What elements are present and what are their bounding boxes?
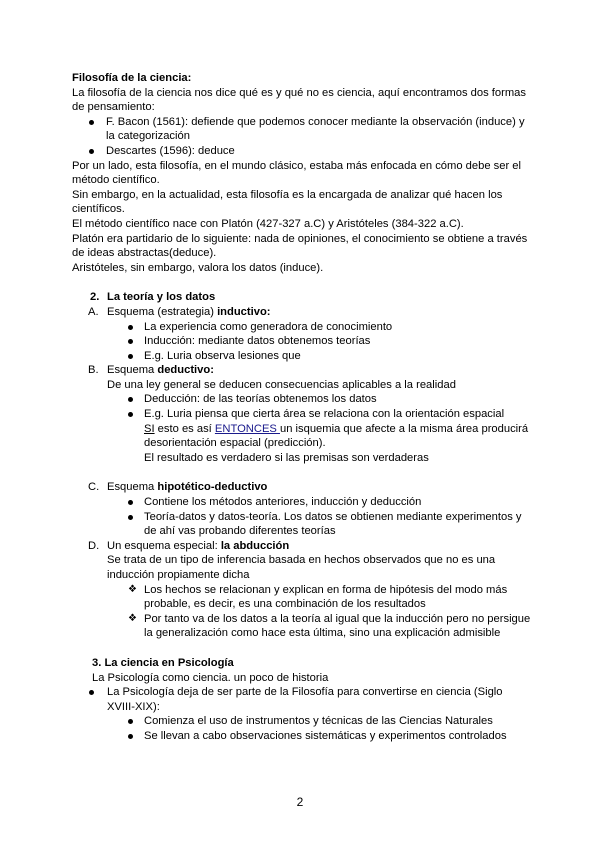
subsection-description: Se trata de un tipo de inferencia basada en hechos observados que no es una inducción propiamente dicha bbox=[107, 554, 496, 581]
bullet-icon bbox=[128, 412, 133, 417]
list-item bbox=[72, 612, 532, 641]
list-marker: A. bbox=[88, 305, 99, 318]
section-title-psicologia: 3. La ciencia en Psicología bbox=[92, 656, 234, 669]
list-item-note: El resultado es verdadero si las premisas son verdaderas bbox=[144, 451, 429, 464]
subsection-keyword: inductivo: bbox=[217, 305, 271, 318]
list-item-text: Comienza el uso de instrumentos y técnicas de las Ciencias Naturales bbox=[144, 715, 493, 728]
list-item bbox=[72, 407, 532, 465]
section-title: La teoría y los datos bbox=[107, 291, 216, 304]
diamond-bullet-icon: ❖ bbox=[128, 612, 137, 624]
paragraph: Sin embargo, en la actualidad, esta filosofía es la encargada de analizar qué hacen los científicos. bbox=[72, 188, 503, 216]
list-item-text: Por tanto va de los datos a la teoría al igual que la inducción pero no persigue la generalización como hace esta última, sino una explicación admisible bbox=[144, 612, 531, 640]
list-item bbox=[72, 392, 532, 407]
list-item bbox=[72, 495, 532, 510]
list-item-text: Teoría-datos y datos-teoría. Los datos se obtienen mediante experimentos y de ahí vas probando diferentes teorías bbox=[144, 510, 522, 538]
page-number: 2 bbox=[296, 795, 304, 809]
list-item-text: E.g. Luria piensa que cierta área se relaciona con la orientación espacial bbox=[144, 408, 505, 421]
bullet-icon bbox=[128, 397, 133, 402]
list-item bbox=[72, 115, 532, 144]
subsection-keyword: hipotético-deductivo bbox=[157, 481, 268, 494]
list-item-text: Se llevan a cabo observaciones sistemáticas y experimentos controlados bbox=[144, 729, 507, 742]
list-item-text: Los hechos se relacionan y explican en forma de hipótesis del modo más probable, es decir, es una combinación de los resultados bbox=[144, 583, 508, 611]
si-keyword: SI bbox=[144, 422, 155, 435]
list-item-text: Contiene los métodos anteriores, inducción y deducción bbox=[144, 496, 422, 509]
list-marker: D. bbox=[88, 539, 100, 552]
subsection-keyword: deductivo: bbox=[157, 364, 214, 377]
list-item-text: Deducción: de las teorías obtenemos los datos bbox=[144, 393, 377, 406]
subsection-label: Esquema (estrategia) bbox=[107, 305, 218, 318]
bullet-icon bbox=[128, 734, 133, 739]
section-number: 2. bbox=[90, 291, 100, 304]
bullet-icon bbox=[128, 325, 133, 330]
list-item bbox=[72, 334, 532, 349]
list-marker: B. bbox=[88, 364, 99, 377]
diamond-bullet-icon: ❖ bbox=[128, 583, 137, 595]
section-title-filosofia: Filosofía de la ciencia: bbox=[72, 72, 192, 84]
list-item-text: F. Bacon (1561): defiende que podemos conocer mediante la observación (induce) y la categorización bbox=[106, 115, 525, 143]
list-item-continuation bbox=[144, 422, 532, 451]
list-item bbox=[72, 714, 532, 729]
bullet-icon bbox=[128, 515, 133, 520]
list-item-text: E.g. Luria observa lesiones que bbox=[144, 349, 301, 362]
entonces-keyword: ENTONCES bbox=[214, 422, 280, 435]
list-item-text: La experiencia como generadora de conocimiento bbox=[144, 320, 393, 333]
list-item bbox=[72, 583, 532, 612]
list-item bbox=[72, 349, 532, 364]
paragraph: El método científico nace con Platón (427-327 a.C) y Aristóteles (384-322 a.C). bbox=[72, 217, 464, 230]
subsection-label: Un esquema especial: bbox=[107, 539, 221, 552]
bullet-icon bbox=[128, 354, 133, 359]
page-content bbox=[72, 71, 532, 744]
list-item bbox=[72, 144, 532, 159]
paragraph: Aristóteles, sin embargo, valora los datos (induce). bbox=[72, 261, 324, 274]
inline-text: esto es así bbox=[154, 422, 215, 435]
inline-text: un isquemia que afecte a la misma área producirá desorientación espacial (predicción). bbox=[144, 422, 529, 450]
bullet-icon bbox=[89, 149, 94, 154]
list-item bbox=[72, 320, 532, 335]
list-item-text: La Psicología deja de ser parte de la Filosofía para convertirse en ciencia (Siglo XVIII-XIX): bbox=[107, 686, 503, 713]
section-intro: La filosofía de la ciencia nos dice qué es y qué no es ciencia, aquí encontramos dos formas de pensamiento: bbox=[72, 86, 526, 114]
subsection-label: Esquema bbox=[107, 481, 158, 494]
paragraph: Por un lado, esta filosofía, en el mundo clásico, estaba más enfocada en cómo debe ser el método científico. bbox=[72, 159, 522, 187]
subsection-description: De una ley general se deducen consecuencias aplicables a la realidad bbox=[107, 378, 456, 391]
list-item bbox=[72, 685, 532, 714]
bullet-icon bbox=[128, 719, 133, 724]
subsection-a bbox=[72, 305, 532, 320]
subsection-c bbox=[72, 480, 532, 495]
list-item-text: Inducción: mediante datos obtenemos teorías bbox=[144, 335, 371, 348]
list-item bbox=[72, 729, 532, 744]
subsection-b bbox=[72, 363, 532, 378]
subsection-keyword: la abducción bbox=[220, 539, 290, 552]
list-item-text: Descartes (1596): deduce bbox=[106, 144, 235, 157]
paragraph: Platón era partidario de lo siguiente: nada de opiniones, el conocimiento se obtiene a través de ideas abstractas(deduce). bbox=[72, 232, 528, 260]
section-heading-2 bbox=[72, 290, 532, 305]
bullet-icon bbox=[89, 690, 94, 695]
list-marker: C. bbox=[88, 481, 100, 494]
bullet-icon bbox=[89, 120, 94, 125]
list-item bbox=[72, 510, 532, 539]
subsection-label: Esquema bbox=[107, 364, 158, 377]
bullet-icon bbox=[128, 500, 133, 505]
section-subtitle: La Psicología como ciencia. un poco de historia bbox=[92, 671, 329, 684]
subsection-d bbox=[72, 539, 532, 554]
bullet-icon bbox=[128, 339, 133, 344]
